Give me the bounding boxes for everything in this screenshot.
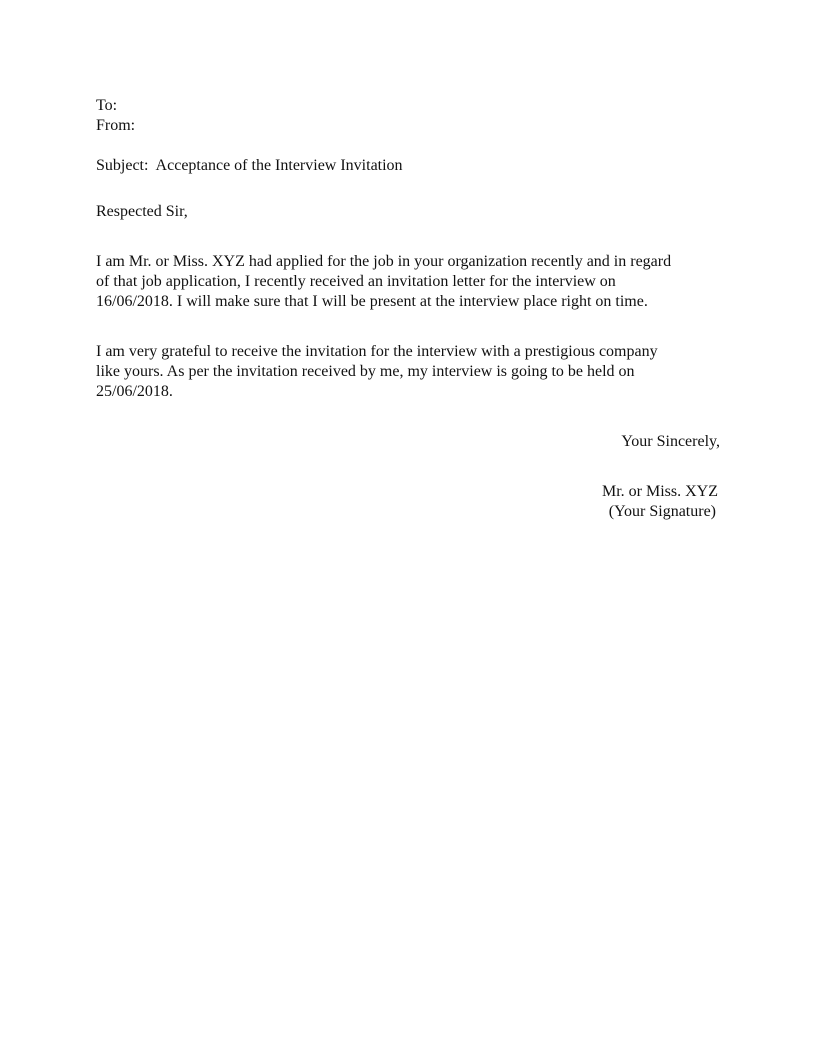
subject-line <box>96 156 720 176</box>
salutation <box>96 202 720 222</box>
paragraph-line: of that job application, I recently received an invitation letter for the interview on <box>96 273 616 290</box>
paragraph-line: like yours. As per the invitation received by me, my interview is going to be held on <box>96 363 635 380</box>
signature-block <box>560 482 720 522</box>
to-label: To: <box>96 97 118 114</box>
sender-name: Mr. or Miss. XYZ <box>601 483 718 500</box>
from-label: From: <box>96 117 136 134</box>
body-paragraph-2 <box>96 342 720 402</box>
salutation-text: Respected Sir, <box>96 203 188 220</box>
paragraph-line: I am Mr. or Miss. XYZ had applied for the job in your organization recently and in regard <box>96 253 672 270</box>
closing <box>621 432 720 452</box>
closing-text: Your Sincerely, <box>621 433 720 450</box>
paragraph-line: I am very grateful to receive the invitation for the interview with a prestigious company <box>96 343 658 360</box>
address-block <box>96 96 720 136</box>
signature-note: (Your Signature) <box>608 503 716 520</box>
paragraph-line: 25/06/2018. <box>96 383 173 400</box>
paragraph-line: 16/06/2018. I will make sure that I will be present at the interview place right on time. <box>96 293 648 310</box>
subject-text: Subject: Acceptance of the Interview Invitation <box>96 157 403 174</box>
body-paragraph-1 <box>96 252 720 312</box>
